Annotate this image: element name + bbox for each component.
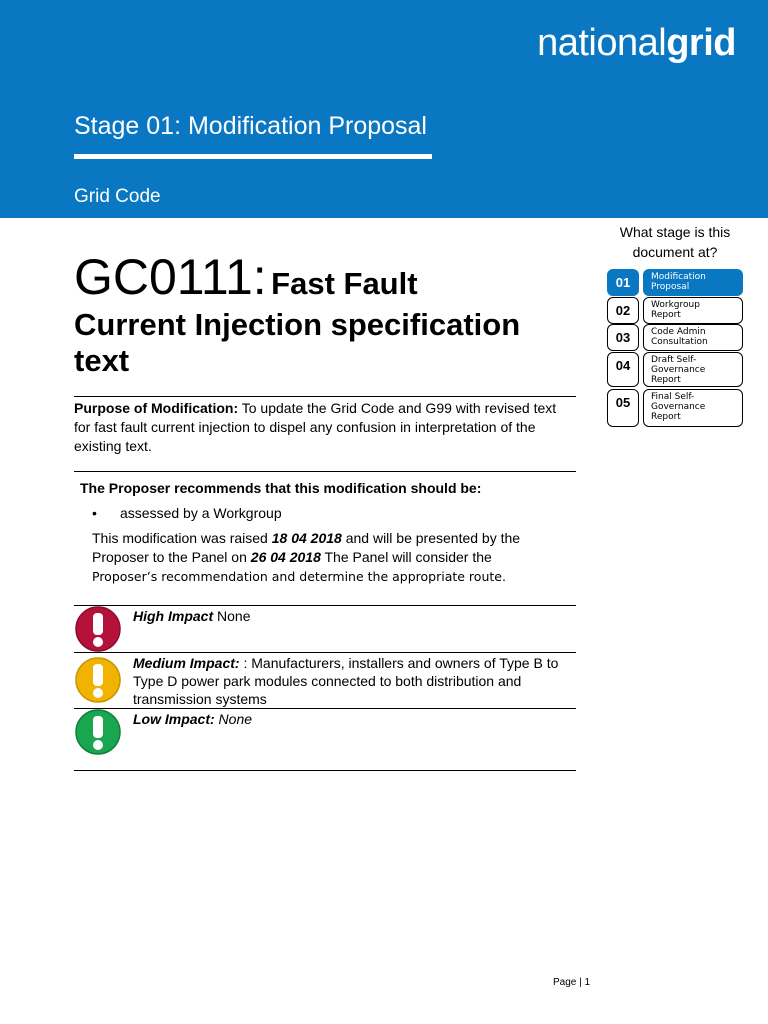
stage-number: 04 [607,352,639,387]
impact-label: High Impact [133,608,214,624]
recommendation-bullet [92,505,282,521]
panel-date: 26 04 2018 [250,549,321,565]
title-line-2: Current Injection specification text [74,307,521,378]
impact-value: None [214,711,253,727]
low-impact-icon [74,708,122,756]
stage-number: 01 [607,269,639,296]
mod-code: GC0111: [74,249,267,305]
stage-label-line: Governance [651,402,706,412]
recommendation-heading: The Proposer recommends that this modification should be: [80,480,482,496]
high-impact-icon [74,605,122,653]
raised-text: and will be presented by the Proposer to the Panel on [92,530,521,565]
stage-number: 03 [607,324,639,351]
stage-label-line: Draft Self- [651,355,697,365]
stage-label-line: Proposal [651,282,690,292]
medium-impact-icon [74,656,122,704]
low-impact-text [133,710,573,728]
stage-label [643,324,743,351]
divider [74,708,576,709]
logo-bold: grid [666,22,736,64]
bullet-dot: • [92,505,97,521]
document-subtitle: Grid Code [74,186,161,207]
purpose-text: To update the Grid Code and G99 with revised text for fast fault current injection to dispel any confusion in interpretation of the existing text. [74,400,557,454]
stage-label-line: Report [651,375,681,385]
stage-number: 02 [607,297,639,324]
stage-title: Stage 01: Modification Proposal [74,112,427,140]
header-banner [0,0,768,218]
stage-label-line: Code Admin [651,327,706,337]
stage-label [643,297,743,324]
divider [74,396,576,397]
document-title [74,250,574,379]
title-underline [74,154,432,159]
stage-label [643,269,743,296]
stage-label [643,352,743,387]
purpose-paragraph [74,399,574,456]
divider [74,605,576,606]
stage-label [643,389,743,427]
impact-label: Low Impact: [133,711,215,727]
national-grid-logo [537,22,736,65]
page-number: Page | 1 [553,977,591,988]
raised-text: This modification was raised [92,530,272,546]
stage-question: What stage is this document at? [619,224,731,260]
impact-value: : Manufacturers, installers and owners of Type B to Type D power park modules connected to both distribution and transmission systems [133,655,559,707]
stage-label-line: Report [651,412,681,422]
raised-text: The Panel will consider the [320,549,492,565]
medium-impact-text [133,654,573,708]
raised-date: 18 04 2018 [271,530,342,546]
raised-text: Proposer’s recommendation and determine the appropriate route. [92,569,506,584]
stage-label-line: Consultation [651,337,708,347]
bullet-text: assessed by a Workgroup [120,505,282,521]
stage-label-line: Report [651,310,681,320]
stage-label-line: Workgroup [651,300,700,310]
divider [74,652,576,653]
divider [74,770,576,771]
impact-label: Medium Impact: [133,655,240,671]
stage-label-line: Modification [651,272,706,282]
stage-label-line: Governance [651,365,706,375]
title-line-1: Fast Fault [271,266,418,301]
stage-number: 05 [607,389,639,427]
purpose-label: Purpose of Modification: [74,400,239,416]
divider [74,471,576,472]
impact-value: None [213,608,251,624]
high-impact-text [133,607,573,625]
logo-light: national [537,22,667,64]
stage-label-line: Final Self- [651,392,695,402]
raised-paragraph [92,529,562,586]
